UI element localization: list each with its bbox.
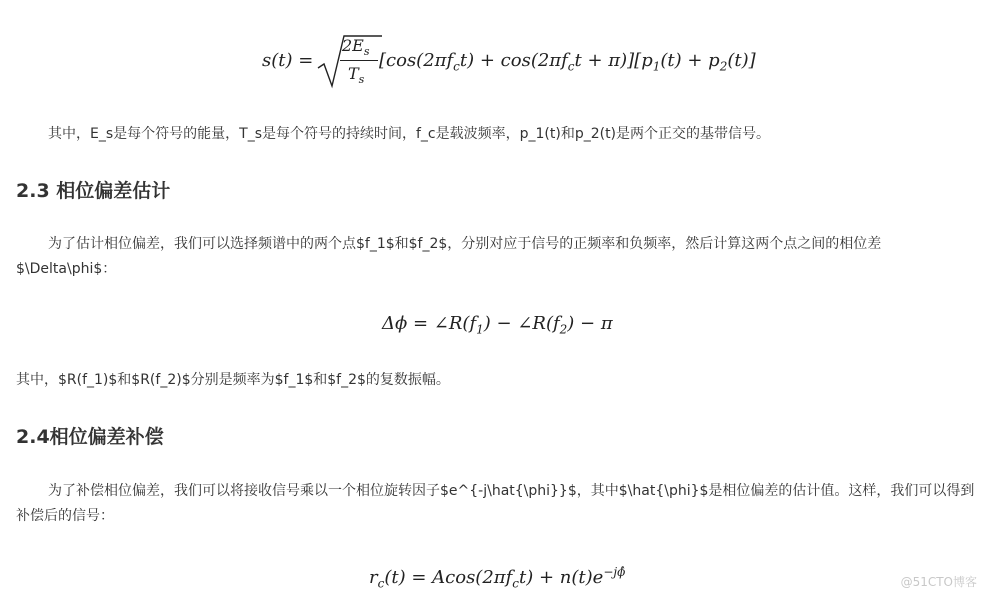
site-watermark: @51CTO博客: [900, 575, 977, 589]
fraction-bar: [340, 60, 378, 61]
paragraph-amplitudes: 其中，$R(f_1)$和$R(f_2)$分别是频率为$f_1$和$f_2$的复数振幅。: [16, 372, 450, 388]
heading-2-4: 2.4相位偏差补偿: [16, 426, 164, 448]
paragraph-phase-estimate: 为了估计相位偏差，我们可以选择频谱中的两个点$f_1$和$f_2$，分别对应于信号的正频率和负频率，然后计算这两个点之间的相位差$\Delta\phi$：: [16, 236, 882, 277]
paragraph-phase-compensation: 为了补偿相位偏差，我们可以将接收信号乘以一个相位旋转因子$e^{-j\hat{\phi}}$，其中$\hat{\phi}$是相位偏差的估计值。这样，我们可以得到补偿后的信号：: [16, 483, 975, 524]
eq1-rhs: $[\cos(2\pi f_ct) + \cos(2\pi f_ct + \pi)][p_1(t) + p_2(t)]$: [379, 50, 756, 74]
eq1-denominator: $T_s$: [348, 64, 365, 87]
heading-2-3: 2.3 相位偏差估计: [16, 180, 171, 202]
eq1-lhs: s(t) =: [262, 50, 314, 71]
equation-phase-difference: $\Delta\phi = \angle R(f_1)$ − $\angle R(f_2) - \pi$: [382, 313, 613, 337]
paragraph-definitions: 其中，E_s是每个符号的能量，T_s是每个符号的持续时间，f_c是载波频率，p_1(t)和p_2(t)是两个正交的基带信号。: [48, 126, 771, 142]
equation-compensated-signal: $r_c(t) = Acos(2\pi f_ct) + n(t)e^{-j\phî}$: [369, 565, 626, 591]
eq1-numerator: $2E_s$: [342, 36, 370, 59]
